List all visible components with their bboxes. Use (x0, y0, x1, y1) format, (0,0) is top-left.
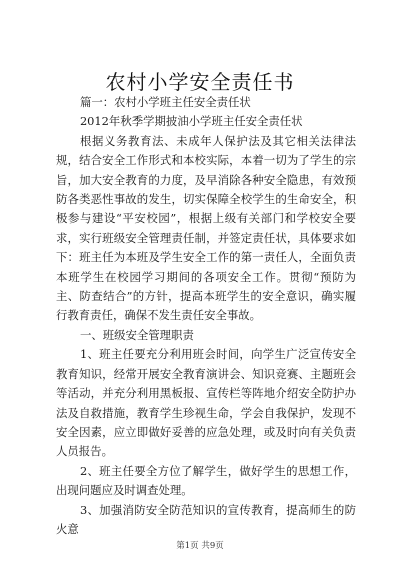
page-title: 农村小学安全责任书 (105, 70, 295, 94)
paragraph-item-1: 1、班主任要充分利用班会时间，向学生广泛宣传安全教育知识，经常开展安全教育演讲会、知识竞赛、主题班会等活动，并充分利用黑板报、宣传栏等阵地介绍安全防护办法及自救措施，教育学生珍视生命，学会自我保护，发现不安全因素，应立即做好妥善的应急处理，或及时向有关负责人员报告。 (56, 347, 356, 459)
paragraph-intro: 根据义务教育法、未成年人保护法及其它相关法律法规，结合安全工作形式和本校实际，本着一切为了学生的宗旨，加大安全教育的力度，及早消除各种安全隐患，有效预防各类恶性事故的发生，切实保障全校学生的生命安全，积极参与建设“平安校园”，根据上级有关部门和学校安全要求，实行班级安全管理责任制，并签定责任状，具体要求如下：班主任为本班及学生安全工作的第一责任人，全面负责本班学生在校园学习期间的各项安全工作。贯彻“预防为主、防查结合”的方针，提高本班学生的安全意识，确实履行教育责任，确保不发生责任安全事故。 (56, 133, 356, 323)
paragraph-item-3: 3、加强消防安全防范知识的宣传教育，提高师生的防火意 (56, 502, 356, 536)
subtitle-line: 2012年秋季学期披油小学班主任安全责任状 (79, 114, 303, 129)
section-heading: 篇一：农村小学班主任安全责任状 (79, 95, 251, 109)
paragraph-item-2: 2、班主任要全方位了解学生，做好学生的思想工作，出现问题应及时调查处理。 (56, 463, 356, 498)
page-footer: 第1页 共9页 (176, 541, 224, 551)
document-body (56, 93, 356, 539)
section-item-heading: 一、班级安全管理职责 (79, 327, 194, 342)
